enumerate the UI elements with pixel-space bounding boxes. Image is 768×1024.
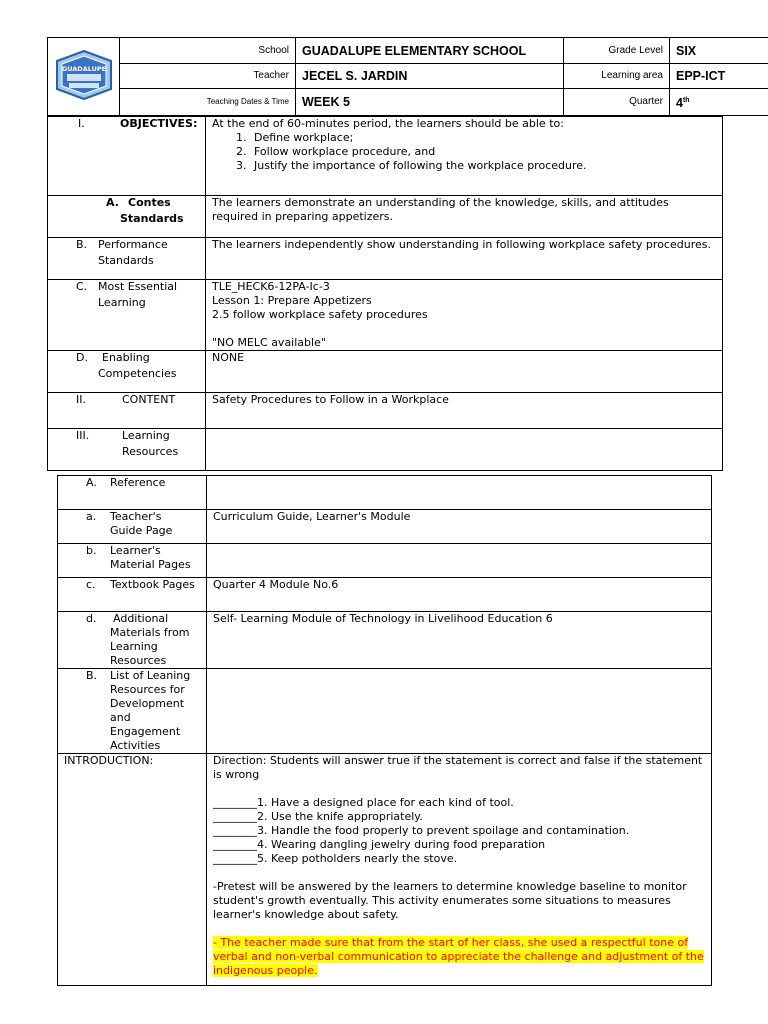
- reference-letter: A.: [86, 476, 97, 489]
- melc-lesson: Lesson 1: Prepare Appetizers: [212, 294, 372, 307]
- objective-item: 1. Define workplace;: [250, 131, 716, 145]
- pretest-item: ________5. Keep potholders nearly the stove.: [213, 852, 458, 865]
- ref-letter-a: a.: [86, 510, 97, 523]
- ref-label: Resources: [110, 654, 167, 667]
- learning-area-label: Learning area: [564, 64, 670, 89]
- objective-item: 3. Justify the importance of following the workplace procedure.: [250, 159, 716, 173]
- teaching-dates-label: Teaching Dates & Time: [120, 89, 296, 116]
- performance-letter: B.: [76, 238, 88, 251]
- pretest-note: -Pretest will be answered by the learners to determine knowledge baseline to monitor student's growth eventually. This activity enumerates some situations to measures learner's knowledge about safety.: [213, 880, 687, 921]
- melc-cell: [206, 280, 723, 351]
- additional-materials-value: Self- Learning Module of Technology in Livelihood Education 6: [207, 612, 712, 669]
- school-logo-cell: [48, 38, 120, 116]
- resources-number: III.: [76, 429, 90, 442]
- enabling-label-cell: [48, 351, 206, 393]
- content-standards-text: The learners demonstrate an understanding of the knowledge, skills, and attitudes required in preparing appetizers.: [206, 196, 723, 238]
- ref-letter-b: b.: [86, 544, 97, 557]
- ref-label: Learner's: [110, 544, 161, 557]
- teaching-dates: WEEK 5: [296, 89, 564, 116]
- objectives-number: I.: [78, 117, 85, 130]
- ref-label: Resources for: [110, 683, 185, 696]
- introduction-direction: Direction: Students will answer true if the statement is correct and false if the statement is wrong: [213, 754, 703, 781]
- ref-label: Teacher's: [110, 510, 162, 523]
- ref-letter-d: d.: [86, 612, 97, 625]
- school-name: GUADALUPE ELEMENTARY SCHOOL: [296, 38, 564, 64]
- content-standards-letter: A.: [106, 196, 119, 209]
- content-number: II.: [76, 393, 86, 406]
- logo-text: GUADALUPE: [61, 64, 106, 73]
- reference-label-cell: [58, 476, 207, 510]
- learning-area: EPP-ICT: [670, 64, 768, 89]
- quarter-label: Quarter: [564, 89, 670, 116]
- objective-item: 2. Follow workplace procedure, and: [250, 145, 716, 159]
- leaning-resources-value: [207, 669, 712, 754]
- leaning-resources-label-cell: [58, 669, 207, 754]
- enabling-text: NONE: [206, 351, 723, 393]
- ref-label: Additional: [113, 612, 169, 625]
- school-logo: [53, 49, 115, 101]
- teacher-label: Teacher: [120, 64, 296, 89]
- teachers-guide-label-cell: [58, 510, 207, 544]
- ref-label: Development: [110, 697, 185, 710]
- objectives-label: OBJECTIVES:: [120, 117, 198, 130]
- ref-label: and: [110, 711, 131, 724]
- resources-label-cell: [48, 429, 206, 471]
- ref-label: Activities: [110, 739, 161, 752]
- textbook-label-cell: [58, 578, 207, 612]
- textbook-value: Quarter 4 Module No.6: [207, 578, 712, 612]
- introduction-label-cell: [58, 754, 207, 986]
- teacher-name: JECEL S. JARDIN: [296, 64, 564, 89]
- resources-label-1: Learning: [122, 429, 170, 442]
- performance-label-1: Performance: [98, 238, 168, 251]
- performance-standards-text: The learners independently show understanding in following workplace safety procedures.: [206, 238, 723, 280]
- melc-code: TLE_HECK6-12PA-Ic-3: [212, 280, 330, 293]
- objectives-intro: At the end of 60-minutes period, the learners should be able to:: [212, 117, 564, 130]
- resources-label-2: Resources: [122, 445, 179, 458]
- ref-label: Guide Page: [110, 524, 173, 537]
- content-standards-label-cell: [48, 196, 206, 238]
- objectives-label-cell: [48, 117, 206, 196]
- ref-label: List of Leaning: [110, 669, 191, 682]
- performance-label-2: Standards: [98, 254, 154, 267]
- grade-level-label: Grade Level: [564, 38, 670, 64]
- content-standards-label-2: Standards: [120, 212, 184, 225]
- ref-letter-c: c.: [86, 578, 96, 591]
- ref-label: Material Pages: [110, 558, 191, 571]
- learners-material-value: [207, 544, 712, 578]
- reference-value-cell: [207, 476, 712, 510]
- ref-label: Materials from: [110, 626, 190, 639]
- melc-label-2: Learning: [98, 296, 146, 309]
- learners-material-label-cell: [58, 544, 207, 578]
- teachers-guide-value: Curriculum Guide, Learner's Module: [207, 510, 712, 544]
- teacher-note-highlight: - The teacher made sure that from the start of her class, she used a respectful tone of verbal and non-verbal communication to appreciate the challenge and adjustment of the indigenous people.: [213, 936, 704, 977]
- quarter-value: 4: [676, 96, 683, 111]
- content-label: CONTENT: [122, 393, 176, 406]
- melc-letter: C.: [76, 280, 88, 293]
- enabling-letter: D.: [76, 351, 88, 364]
- objectives-table: [47, 116, 723, 471]
- header-table: [47, 37, 768, 116]
- introduction-label: INTRODUCTION:: [64, 754, 154, 767]
- enabling-label-1: Enabling: [102, 351, 150, 364]
- melc-label-1: Most Essential: [98, 280, 178, 293]
- reference-table: [57, 475, 712, 986]
- ref-letter-B: B.: [86, 669, 98, 682]
- content-label-cell: [48, 393, 206, 429]
- enabling-label-2: Competencies: [98, 367, 177, 380]
- objectives-list: [212, 131, 716, 173]
- pretest-item: ________4. Wearing dangling jewelry during food preparation: [213, 838, 546, 851]
- reference-label: Reference: [110, 476, 166, 489]
- ref-label: Textbook Pages: [110, 578, 195, 591]
- content-text: Safety Procedures to Follow in a Workplace: [206, 393, 723, 429]
- melc-note: "NO MELC available": [212, 336, 326, 349]
- quarter-suffix: th: [682, 96, 690, 104]
- school-label: School: [120, 38, 296, 64]
- pretest-item: ________3. Handle the food properly to prevent spoilage and contamination.: [213, 824, 630, 837]
- introduction-cell: [207, 754, 712, 986]
- melc-label-cell: [48, 280, 206, 351]
- melc-competency: 2.5 follow workplace safety procedures: [212, 308, 428, 321]
- additional-materials-label-cell: [58, 612, 207, 669]
- content-standards-label-1: Contes: [128, 196, 171, 209]
- quarter: [670, 89, 768, 116]
- pretest-item: ________2. Use the knife appropriately.: [213, 810, 423, 823]
- objectives-cell: [206, 117, 723, 196]
- pretest-item: ________1. Have a designed place for each kind of tool.: [213, 796, 514, 809]
- grade-level: SIX: [670, 38, 768, 64]
- performance-standards-label-cell: [48, 238, 206, 280]
- ref-label: Learning: [110, 640, 158, 653]
- resources-cell: [206, 429, 723, 471]
- ref-label: Engagement: [110, 725, 181, 738]
